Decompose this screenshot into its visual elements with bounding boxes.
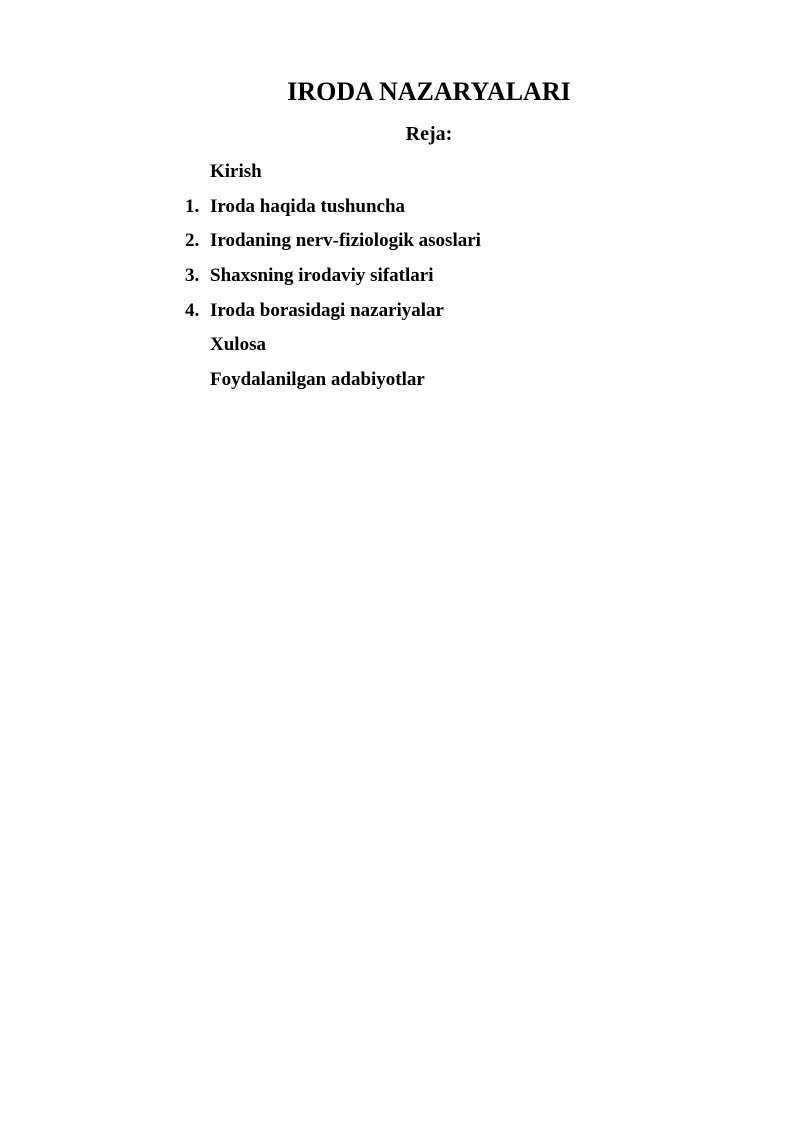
- plan-list: [185, 155, 481, 397]
- item-text: Shaxsning irodaviy sifatlari: [210, 265, 434, 287]
- item-number: 1.: [185, 195, 200, 217]
- list-item: [185, 224, 481, 259]
- item-text: Iroda haqida tushuncha: [210, 195, 406, 217]
- item-text: Kirish: [210, 161, 262, 183]
- list-item: [185, 363, 481, 398]
- document-title: IRODA NAZARYALARI: [287, 77, 571, 106]
- item-text: Irodaning nerv-fiziologik asoslari: [210, 230, 481, 252]
- plan-heading: Reja:: [405, 123, 453, 145]
- item-number: 4.: [185, 299, 200, 321]
- list-item: [185, 259, 481, 294]
- list-item: [185, 328, 481, 363]
- item-text: Xulosa: [210, 334, 266, 356]
- item-number: 2.: [185, 230, 200, 252]
- list-item: [185, 190, 481, 225]
- list-item: [185, 293, 481, 328]
- list-item: [185, 155, 481, 190]
- item-number: 3.: [185, 265, 200, 287]
- item-text: Foydalanilgan adabiyotlar: [210, 368, 425, 390]
- item-text: Iroda borasidagi nazariyalar: [210, 299, 444, 321]
